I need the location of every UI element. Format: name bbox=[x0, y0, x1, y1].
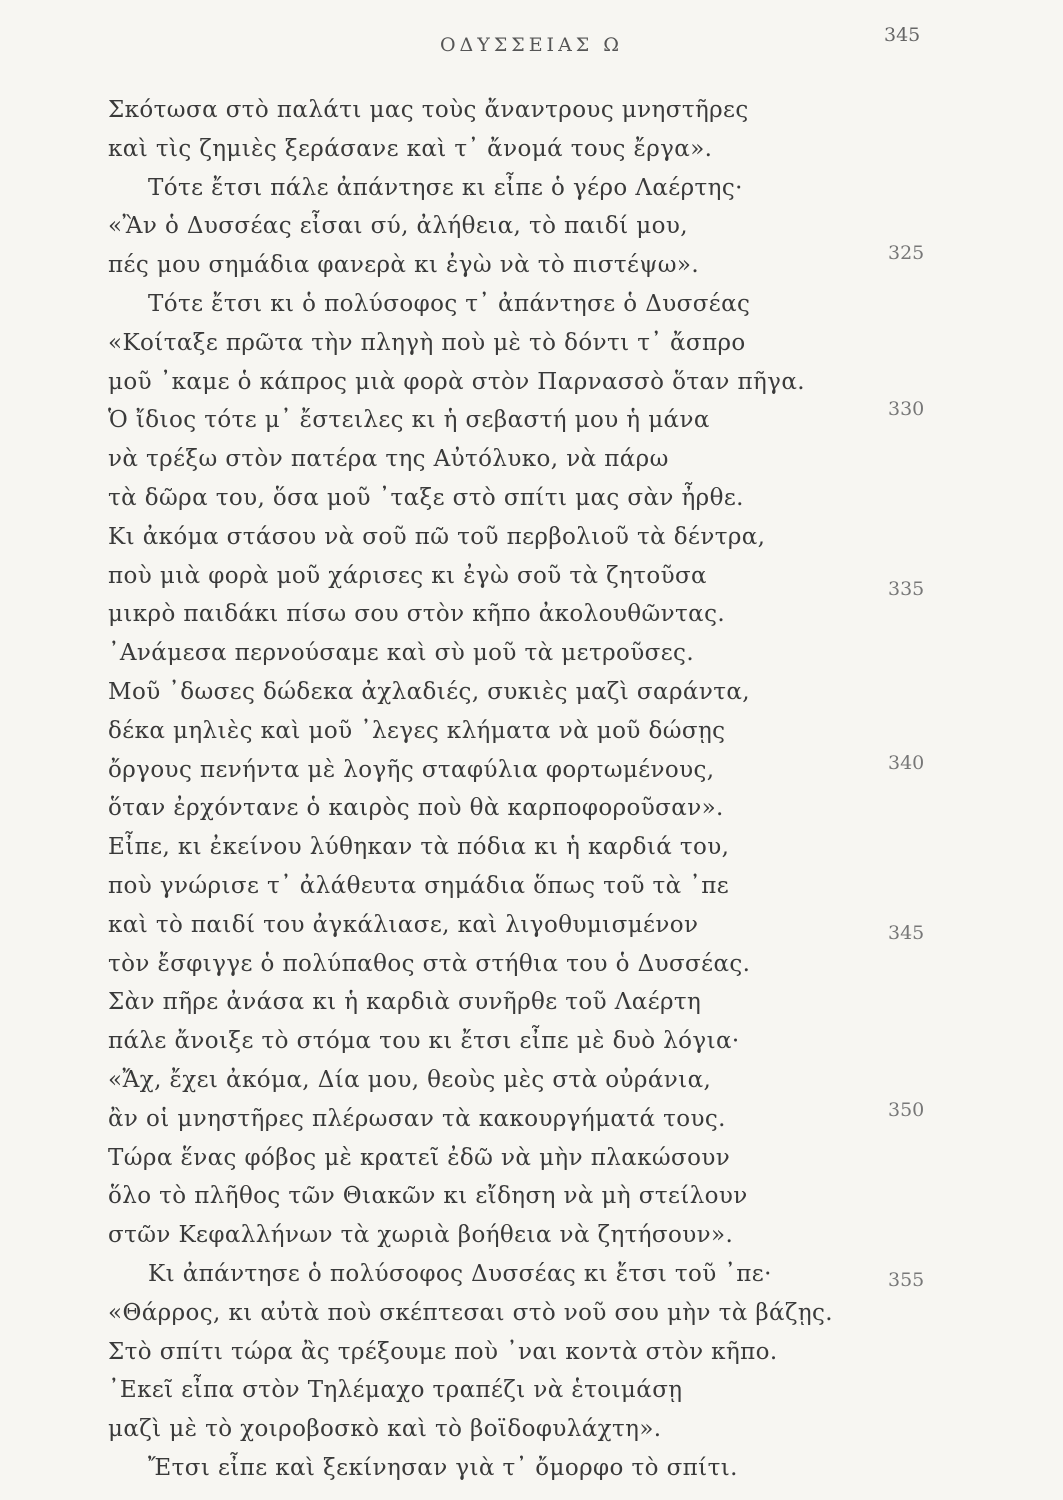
line-number: 340 bbox=[888, 752, 925, 774]
verse-line: Τότε ἔτσι πάλε ἀπάντησε κι εἶπε ὁ γέρο Λαέρτης· bbox=[148, 174, 743, 201]
verse-line: ποὺ γνώρισε τ᾿ ἀλάθευτα σημάδια ὅπως τοῦ τὰ ᾿πε bbox=[108, 872, 730, 899]
line-number: 345 bbox=[888, 922, 925, 944]
verse-line: μικρὸ παιδάκι πίσω σου στὸν κῆπο ἀκολουθῶντας. bbox=[108, 601, 726, 628]
verse-line: ὅλο τὸ πλῆθος τῶν Θιακῶν κι εἴδηση νὰ μὴ στείλουν bbox=[108, 1183, 748, 1210]
verse-line: καὶ τὸ παιδί του ἀγκάλιασε, καὶ λιγοθυμισμένον bbox=[108, 911, 699, 938]
verse-line: μαζὶ μὲ τὸ χοιροβοσκὸ καὶ τὸ βοϊδοφυλάχτη». bbox=[108, 1416, 662, 1443]
running-header-title: ΟΔΥΣΣΕΙΑΣ Ω bbox=[439, 34, 624, 56]
verse-line: Κι ἀπάντησε ὁ πολύσοφος Δυσσέας κι ἔτσι τοῦ ᾿πε· bbox=[148, 1260, 772, 1287]
verse-line: τὰ δῶρα του, ὅσα μοῦ ᾿ταξε στὸ σπίτι μας σὰν ἦρθε. bbox=[108, 484, 744, 511]
verse-line: ᾿Ανάμεσα περνούσαμε καὶ σὺ μοῦ τὰ μετροῦσες. bbox=[108, 640, 695, 667]
line-number: 335 bbox=[888, 578, 925, 600]
verse-line: «Ἄχ, ἔχει ἀκόμα, Δία μου, θεοὺς μὲς στὰ οὐράνια, bbox=[108, 1066, 712, 1093]
verse-line: ἂν οἱ μνηστῆρες πλέρωσαν τὰ κακουργήματά τους. bbox=[108, 1105, 726, 1132]
verse-line: «Θάρρος, κι αὐτὰ ποὺ σκέπτεσαι στὸ νοῦ σου μὴν τὰ βάζῃς. bbox=[108, 1299, 834, 1326]
verse-line: ὅταν ἐρχόντανε ὁ καιρὸς ποὺ θὰ καρποφοροῦσαν». bbox=[108, 795, 724, 822]
verse-line: ᾿Εκεῖ εἶπα στὸν Τηλέμαχο τραπέζι νὰ ἑτοιμάσῃ bbox=[108, 1377, 683, 1404]
verse-line: Τώρα ἕνας φόβος μὲ κρατεῖ ἐδῶ νὰ μὴν πλακώσουν bbox=[108, 1144, 731, 1171]
verse-line: Κι ἀκόμα στάσου νὰ σοῦ πῶ τοῦ περβολιοῦ τὰ δέντρα, bbox=[108, 523, 766, 550]
verse-line: στῶν Κεφαλλήνων τὰ χωριὰ βοήθεια νὰ ζητήσουν». bbox=[108, 1222, 734, 1249]
verse-line: Ὁ ἴδιος τότε μ᾿ ἔστειλες κι ἡ σεβαστή μου ἡ μάνα bbox=[108, 407, 710, 434]
verse-line: πάλε ἄνοιξε τὸ στόμα του κι ἔτσι εἶπε μὲ δυὸ λόγια· bbox=[108, 1028, 740, 1055]
verse-line: ὄργους πενήντα μὲ λογῆς σταφύλια φορτωμένους, bbox=[108, 756, 715, 783]
verse-line: Εἶπε, κι ἐκείνου λύθηκαν τὰ πόδια κι ἡ καρδιά του, bbox=[108, 834, 730, 861]
line-number: 330 bbox=[888, 398, 925, 420]
verse-line: «Κοίταξε πρῶτα τὴν πληγὴ ποὺ μὲ τὸ δόντι τ᾿ ἄσπρο bbox=[108, 329, 746, 356]
verse-line: ποὺ μιὰ φορὰ μοῦ χάρισες κι ἐγὼ σοῦ τὰ ζητοῦσα bbox=[108, 562, 707, 589]
verse-line: Σὰν πῆρε ἀνάσα κι ἡ καρδιὰ συνῆρθε τοῦ Λαέρτη bbox=[108, 989, 702, 1016]
verse-line: Στὸ σπίτι τώρα ἂς τρέξουμε ποὺ ᾿ναι κοντὰ στὸν κῆπο. bbox=[108, 1338, 778, 1365]
verse-line: μοῦ ᾿καμε ὁ κάπρος μιὰ φορὰ στὸν Παρνασσὸ ὅταν πῆγα. bbox=[108, 368, 805, 395]
verse-line: πές μου σημάδια φανερὰ κι ἐγὼ νὰ τὸ πιστέψω». bbox=[108, 252, 700, 279]
line-number: 350 bbox=[888, 1099, 925, 1121]
verse-line: Ἔτσι εἶπε καὶ ξεκίνησαν γιὰ τ᾿ ὄμορφο τὸ σπίτι. bbox=[148, 1454, 738, 1481]
verse-line: Τότε ἔτσι κι ὁ πολύσοφος τ᾿ ἀπάντησε ὁ Δυσσέας bbox=[148, 290, 751, 317]
line-number: 325 bbox=[888, 242, 925, 264]
verse-line: δέκα μηλιὲς καὶ μοῦ ᾿λεγες κλήματα νὰ μοῦ δώσῃς bbox=[108, 717, 726, 744]
verse-line: Σκότωσα στὸ παλάτι μας τοὺς ἄναντρους μνηστῆρες bbox=[108, 97, 749, 123]
verse-line: τὸν ἔσφιγγε ὁ πολύπαθος στὰ στήθια του ὁ Δυσσέας. bbox=[108, 950, 751, 977]
verse-line: «Ἂν ὁ Δυσσέας εἶσαι σύ, ἀλήθεια, τὸ παιδί μου, bbox=[108, 213, 688, 240]
page-number: 345 bbox=[884, 24, 921, 46]
verse-line: Μοῦ ᾿δωσες δώδεκα ἀχλαδιές, συκιὲς μαζὶ σαράντα, bbox=[108, 678, 750, 705]
verse-line: καὶ τὶς ζημιὲς ξεράσανε καὶ τ᾿ ἄνομά τους ἔργα». bbox=[108, 135, 713, 162]
verse-line: νὰ τρέξω στὸν πατέρα της Αὐτόλυκο, νὰ πάρω bbox=[108, 446, 669, 473]
poem-text bbox=[108, 91, 868, 1488]
line-number: 355 bbox=[888, 1269, 925, 1291]
